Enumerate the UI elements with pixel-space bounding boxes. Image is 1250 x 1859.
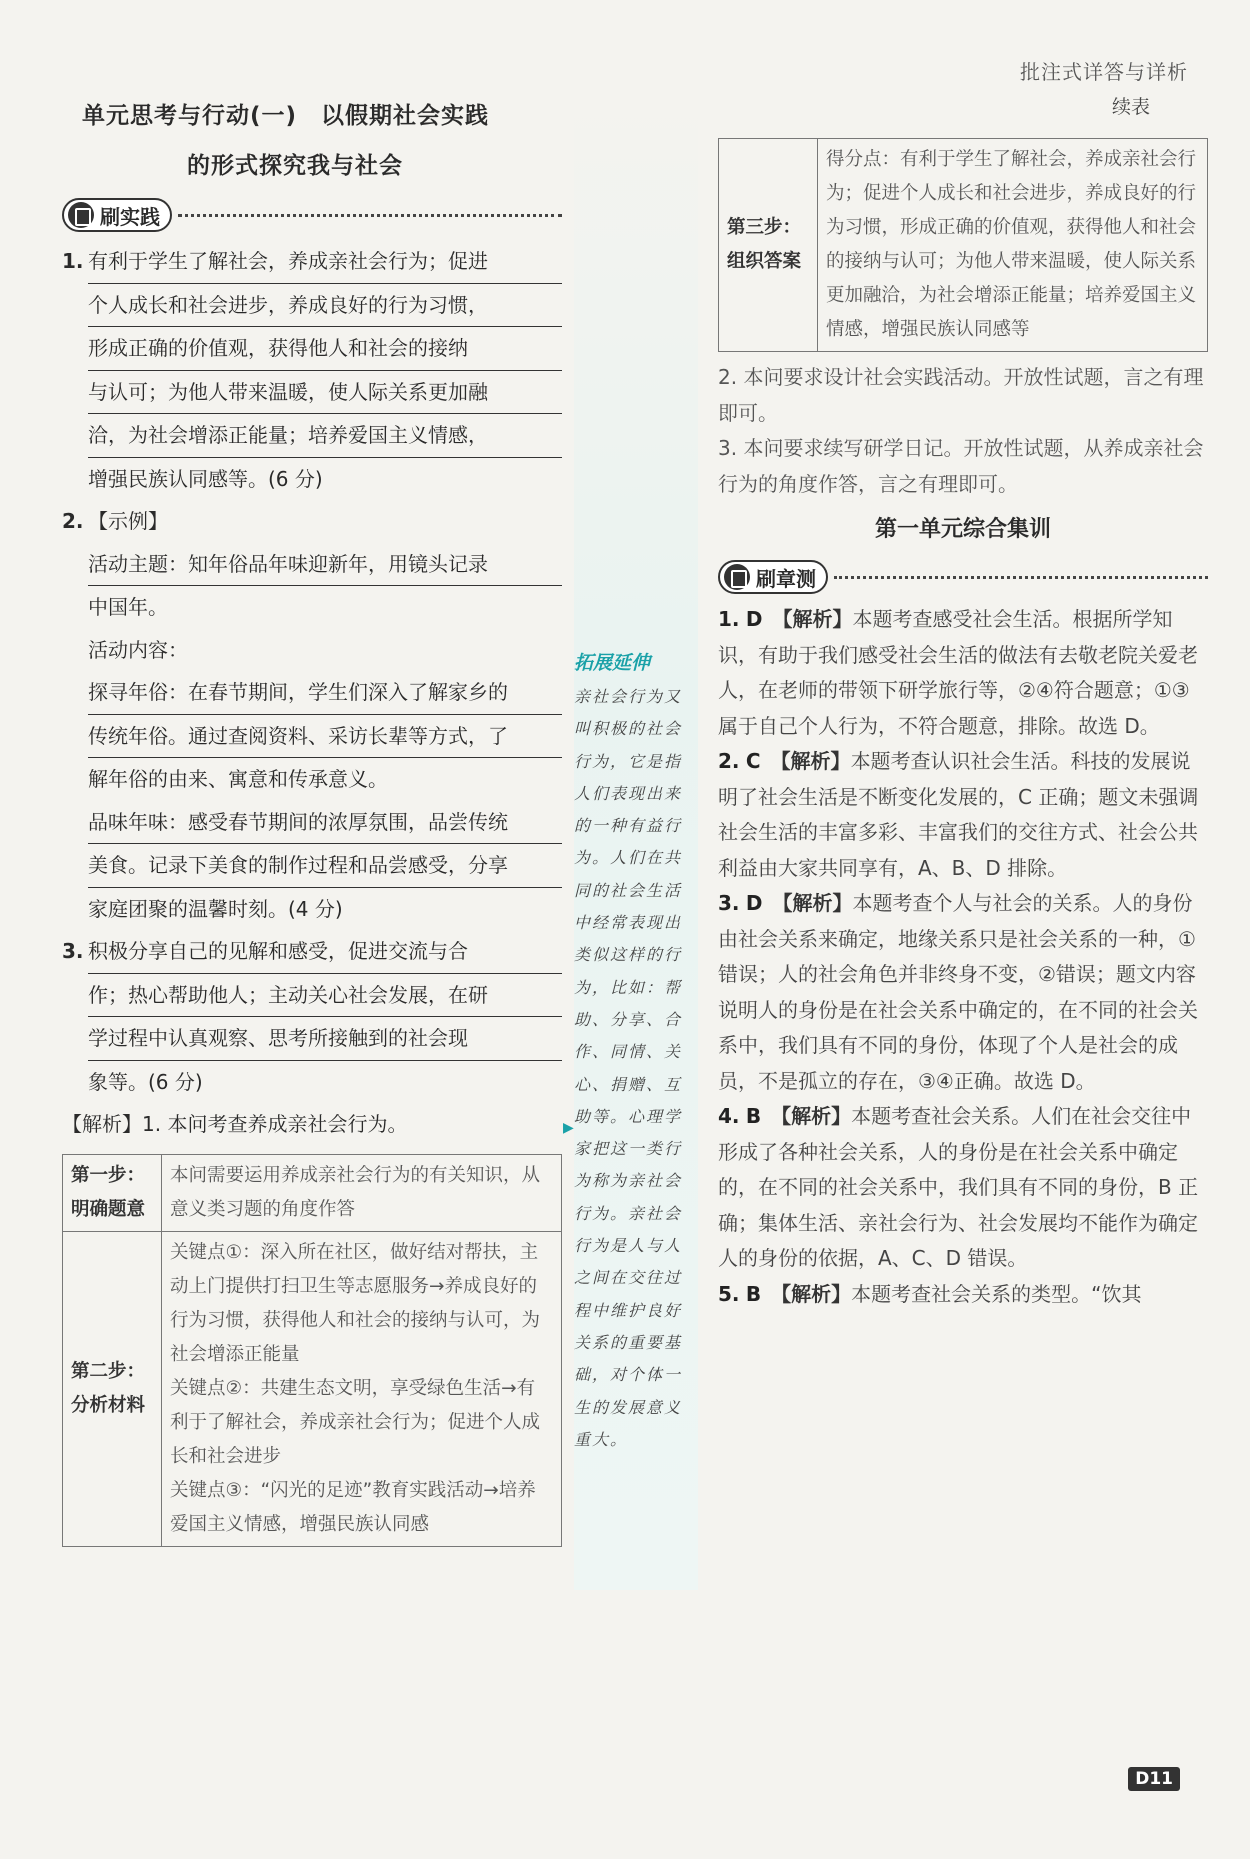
pointer-arrow-icon: ▶: [563, 1120, 574, 1136]
running-header: 批注式详答与详析: [1020, 60, 1188, 84]
answer-text: 本题考查社会关系。人们在社会交往中形成了各种社会关系，人的身份是在社会关系中确定的，在不同的社会关系中，我们具有不同的身份，B 正确；集体生活、亲社会行为、社会发展均不能作为确定人的身份的依据，A、C、D 错误。: [718, 1104, 1199, 1270]
answer-line: 学过程中认真观察、思考所接触到的社会现: [88, 1017, 562, 1061]
section-label: 刷章测: [756, 566, 816, 591]
section-header-chapter-test: [718, 560, 1208, 594]
answer-text: 本题考查感受社会生活。根据所学知识，有助于我们感受社会生活的做法有去敬老院关爱老人，在老师的带领下研学旅行等，②④符合题意；①③属于自己个人行为，不符合题意，排除。故选 D。: [718, 607, 1198, 738]
answer-item: 2. C 【解析】本题考查认识社会生活。科技的发展说明了社会生活是不断变化发展的，C 正确；题文未强调社会生活的丰富多彩、丰富我们的交往方式、社会公共利益由大家共同享有，A、B、D 排除。: [718, 749, 1199, 880]
unit-review-title: 第一单元综合集训: [874, 517, 1051, 542]
answer-letter: D: [745, 607, 763, 631]
answer-line: 【示例】: [88, 509, 168, 533]
left-column: [62, 90, 562, 1547]
step-label: 第三步： 组织答案: [719, 139, 818, 352]
answer-letter: C: [745, 749, 761, 773]
answer-item: 3. D 【解析】本题考查个人与社会的关系。人的身份由社会关系来确定，地缘关系只是社会关系的一种，①错误；人的社会角色并非终身不变，②错误；题文内容说明人的身份是在社会关系中确定的，在不同的社会关系中，我们具有不同的身份，体现了个人是社会的成员，不是孤立的存在，③④正确。故选 D。: [718, 891, 1198, 1093]
answer-letter: D: [745, 891, 763, 915]
question-1: [62, 240, 562, 500]
analysis-part-3: 3. 本问要求续写研学日记。开放性试题，从养成亲社会行为的角度作答，言之有理即可。: [718, 436, 1204, 496]
question-number: 2.: [62, 509, 84, 533]
step-content: 本问需要运用养成亲社会行为的有关知识，从意义类习题的角度作答: [162, 1154, 562, 1231]
step-label: 第二步： 分析材料: [63, 1231, 162, 1546]
answer-line: 中国年。: [88, 595, 168, 619]
step-label: 第一步： 明确题意: [63, 1154, 162, 1231]
extension-heading: 拓展延伸: [574, 652, 651, 674]
continued-label: 续表: [1111, 96, 1150, 118]
table-row: [63, 1231, 562, 1546]
answer-line: 积极分享自己的见解和感受，促进交流与合: [88, 930, 562, 974]
unit-title-line2: 的形式探究我与社会: [187, 153, 403, 179]
answer-item: 5. B 【解析】本题考查社会关系的类型。“饮其: [718, 1281, 1142, 1306]
answer-text: 本题考查个人与社会的关系。人的身份由社会关系来确定，地缘关系只是社会关系的一种，①错误；人的社会角色并非终身不变，②错误；题文内容说明人的身份是在社会关系中确定的，在不同的社会关系中，我们具有不同的身份，体现了个人是社会的成员，不是孤立的存在，③④正确。故选 D。: [718, 891, 1198, 1093]
answer-line: 家庭团聚的温馨时刻。(4 分): [88, 896, 343, 921]
answer-letter: B: [745, 1281, 762, 1306]
continued-table: [718, 138, 1208, 352]
answer-line: 与认可；为他人带来温暖，使人际关系更加融: [88, 371, 562, 415]
answer-line: 增强民族认同感等。(6 分): [88, 466, 323, 491]
analysis-table: [62, 1154, 562, 1547]
step-content: 关键点①：深入所在社区，做好结对帮扶，主动上门提供打扫卫生等志愿服务→养成良好的行为习惯，获得他人和社会的接纳与认可，为社会增添正能量 关键点②：共建生态文明，享受绿色生活→有利于了解社会，养成亲社会行为；促进个人成长和社会进步 关键点③：“闪光的足迹”教育实践活动→培养爱国主义情感，增强民族认同感: [162, 1231, 562, 1546]
answer-line: 作；热心帮助他人；主动关心社会发展，在研: [88, 974, 562, 1018]
table-row: [719, 139, 1208, 352]
answer-line: 个人成长和社会进步，养成良好的行为习惯，: [88, 284, 562, 328]
dotted-divider: [834, 576, 1208, 579]
answer-text: 本题考查认识社会生活。科技的发展说明了社会生活是不断变化发展的，C 正确；题文未强调社会生活的丰富多彩、丰富我们的交往方式、社会公共利益由大家共同享有，A、B、D 排除。: [718, 749, 1199, 880]
answer-item: 1. D 【解析】本题考查感受社会生活。根据所学知识，有助于我们感受社会生活的做法有去敬老院关爱老人，在老师的带领下研学旅行等，②④符合题意；①③属于自己个人行为，不符合题意，排除。故选 D。: [718, 607, 1198, 738]
question-number: 1.: [62, 249, 84, 273]
unit-title-line1: 单元思考与行动(一) 以假期社会实践: [82, 103, 490, 129]
answer-line: 形成正确的价值观，获得他人和社会的接纳: [88, 327, 562, 371]
page-number: D11: [1128, 1767, 1180, 1791]
answer-item: 4. B 【解析】本题考查社会关系。人们在社会交往中形成了各种社会关系，人的身份是在社会关系中确定的，在不同的社会关系中，我们具有不同的身份，B 正确；集体生活、亲社会行为、社会发展均不能作为确定人的身份的依据，A、C、D 错误。: [718, 1104, 1199, 1270]
answer-line: 有利于学生了解社会，养成亲社会行为；促进: [88, 240, 562, 284]
answer-line: 品味年味：感受春节期间的浓厚氛围，品尝传统: [88, 801, 562, 845]
section-badge: [62, 198, 172, 232]
analysis-part-2: 2. 本问要求设计社会实践活动。开放性试题，言之有理即可。: [718, 365, 1204, 425]
answer-text: 本题考查社会关系的类型。“饮其: [851, 1281, 1142, 1306]
extension-sidebar: [574, 648, 692, 1456]
table-row: [63, 1154, 562, 1231]
dotted-divider: [178, 214, 562, 217]
answer-line: 传统年俗。通过查阅资料、采访长辈等方式，了: [88, 715, 562, 759]
answer-line: 探寻年俗：在春节期间，学生们深入了解家乡的: [88, 671, 562, 715]
analysis-tag: 【解析】: [781, 1104, 852, 1128]
question-3: [62, 930, 562, 1103]
answer-line: 美食。记录下美食的制作过程和品尝感受，分享: [88, 844, 562, 888]
analysis-tag: 【解析】: [781, 1281, 852, 1306]
extension-body: 亲社会行为又叫积极的社会行为，它是指人们表现出来的一种有益行为。人们在共同的社会生活中经常表现出类似这样的行为，比如：帮助、分享、合作、同情、关心、捐赠、互助等。心理学家把这一类行为称为亲社会行为。亲社会行为是人与人之间在交往过程中维护良好关系的重要基础，对个体一生的发展意义重大。: [574, 687, 683, 1449]
analysis-intro: 【解析】1. 本问考查养成亲社会行为。: [62, 1112, 408, 1136]
question-number: 3.: [62, 939, 84, 963]
answer-line: 解年俗的由来、寓意和传承意义。: [88, 767, 388, 791]
notebook-icon: [724, 564, 750, 590]
answer-letter: B: [745, 1104, 762, 1128]
section-header-practice: [62, 198, 562, 232]
section-badge: [718, 560, 828, 594]
analysis-tag: 【解析】: [780, 749, 851, 773]
right-column: [718, 138, 1208, 1312]
section-label: 刷实践: [100, 204, 160, 229]
step-content: 得分点：有利于学生了解社会，养成亲社会行为；促进个人成长和社会进步，养成良好的行为习惯，形成正确的价值观，获得他人和社会的接纳与认可；为他人带来温暖，使人际关系更加融洽，为社会增添正能量；培养爱国主义情感，增强民族认同感等: [818, 139, 1208, 352]
answer-line: 活动内容：: [88, 637, 188, 662]
question-2: [62, 500, 562, 930]
answer-line: 洽，为社会增添正能量；培养爱国主义情感，: [88, 414, 562, 458]
answer-line: 象等。(6 分): [88, 1069, 203, 1094]
notebook-icon: [68, 202, 94, 228]
analysis-tag: 【解析】: [782, 607, 853, 631]
analysis-tag: 【解析】: [782, 891, 853, 915]
answer-line: 活动主题：知年俗品年味迎新年，用镜头记录: [88, 543, 562, 587]
